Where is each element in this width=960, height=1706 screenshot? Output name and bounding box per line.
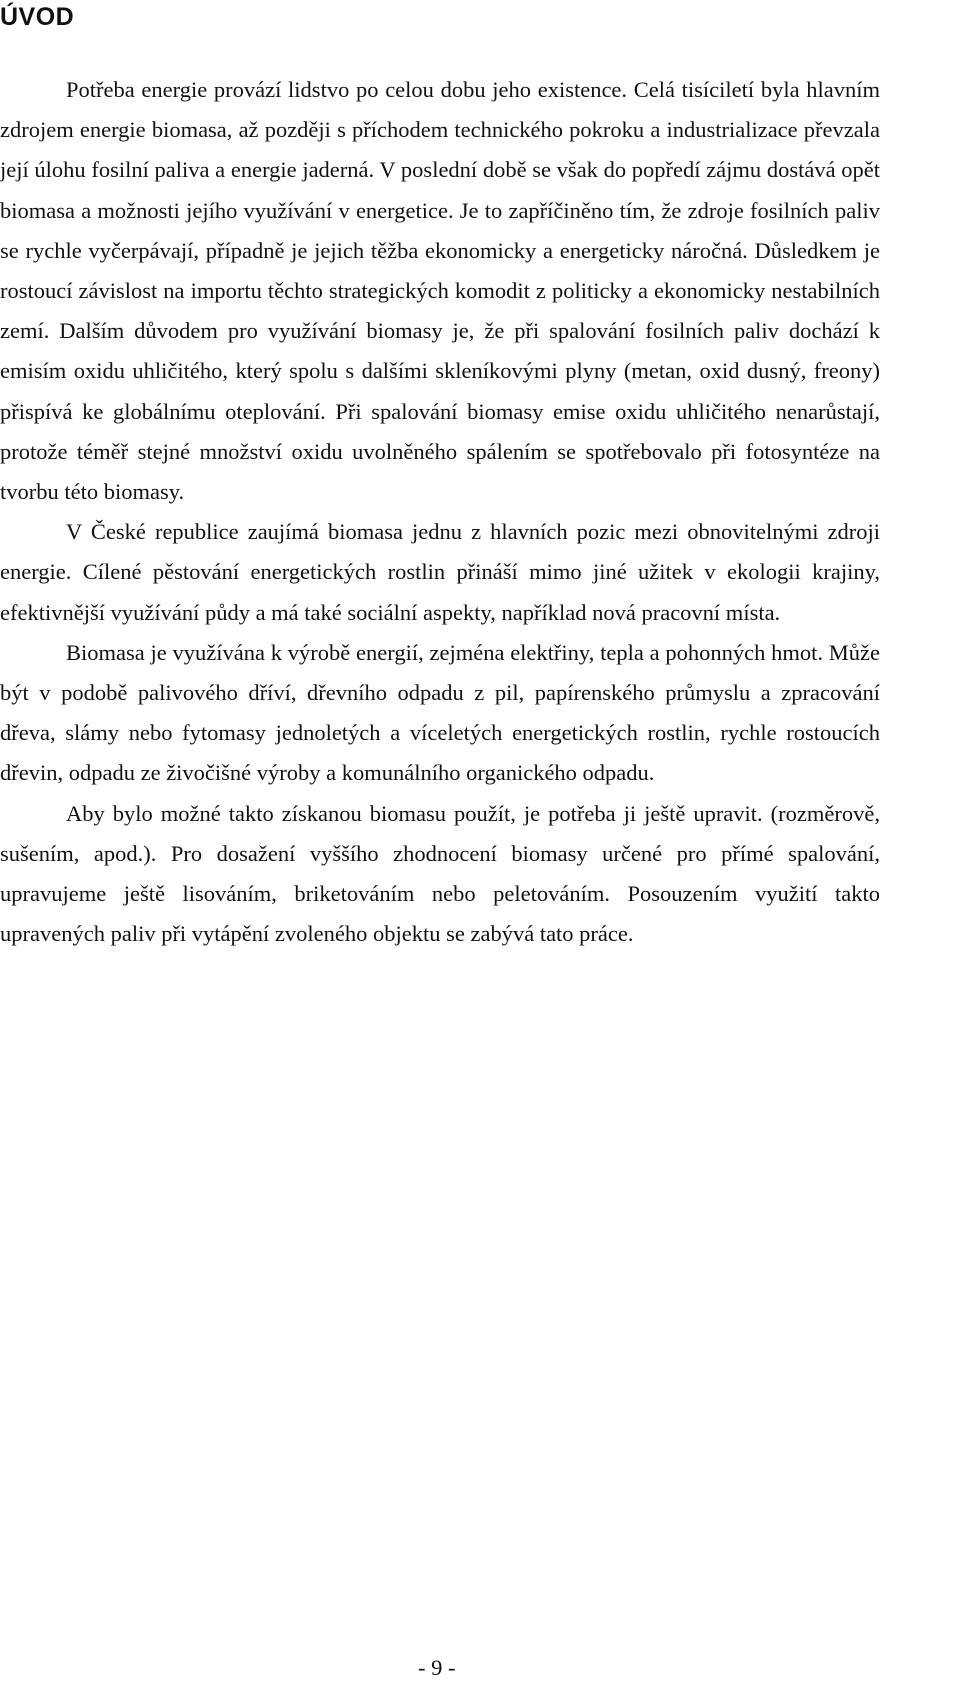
- page-number: - 9 -: [418, 1655, 456, 1680]
- paragraph-intro: Potřeba energie provází lidstvo po celou dobu jeho existence. Celá tisíciletí byla hlavním zdrojem energie biomasa, až později s příchodem technického pokroku a industrializace převzala její úlohu fosilní paliva a energie jaderná. V poslední době se však do popředí zájmu dostává opět biomasa a možnosti jejího využívání v energetice. Je to zapříčiněno tím, že zdroje fosilních paliv se rychle vyčerpávají, případně je jejich těžba ekonomicky a energeticky náročná. Důsledkem je rostoucí závislost na importu těchto strategických komodit z politicky a ekonomicky nestabilních zemí. Dalším důvodem pro využívání biomasy je, že při spalování fosilních paliv dochází k emisím oxidu uhličitého, který spolu s dalšími skleníkovými plyny (metan, oxid dusný, freony) přispívá ke globálnímu oteplování. Při spalování biomasy emise oxidu uhličitého nenarůstají, protože téměř stejné množství oxidu uvolněného spálením se spotřebovalo při fotosyntéze na tvorbu této biomasy.: [0, 77, 880, 505]
- paragraph-czech-republic: V České republice zaujímá biomasa jednu z hlavních pozic mezi obnovitelnými zdroji energie. Cílené pěstování energetických rostlin přináší mimo jiné užitek v ekologii krajiny, efektivnější využívání půdy a má také sociální aspekty, například nová pracovní místa.: [0, 519, 880, 625]
- paragraph-thesis-aim: Aby bylo možné takto získanou biomasu použít, je potřeba ji ještě upravit. (rozměrově, sušením, apod.). Pro dosažení vyššího zhodnocení biomasy určené pro přímé spalování, upravujeme ještě lisováním, briketováním nebo peletováním. Posouzením využití takto upravených paliv při vytápění zvoleného objektu se zabývá tato práce.: [0, 800, 880, 947]
- paragraph-biomass-uses: Biomasa je využívána k výrobě energií, zejména elektřiny, tepla a pohonných hmot. Může být v podobě palivového dříví, dřevního odpadu z pil, papírenského průmyslu a zpracování dřeva, slámy nebo fytomasy jednoletých a víceletých energetických rostlin, rychle rostoucích dřevin, odpadu ze živočišné výroby a komunálního organického odpadu.: [0, 639, 880, 786]
- chapter-heading: ÚVOD: [0, 3, 75, 31]
- chapter-body: [0, 70, 880, 954]
